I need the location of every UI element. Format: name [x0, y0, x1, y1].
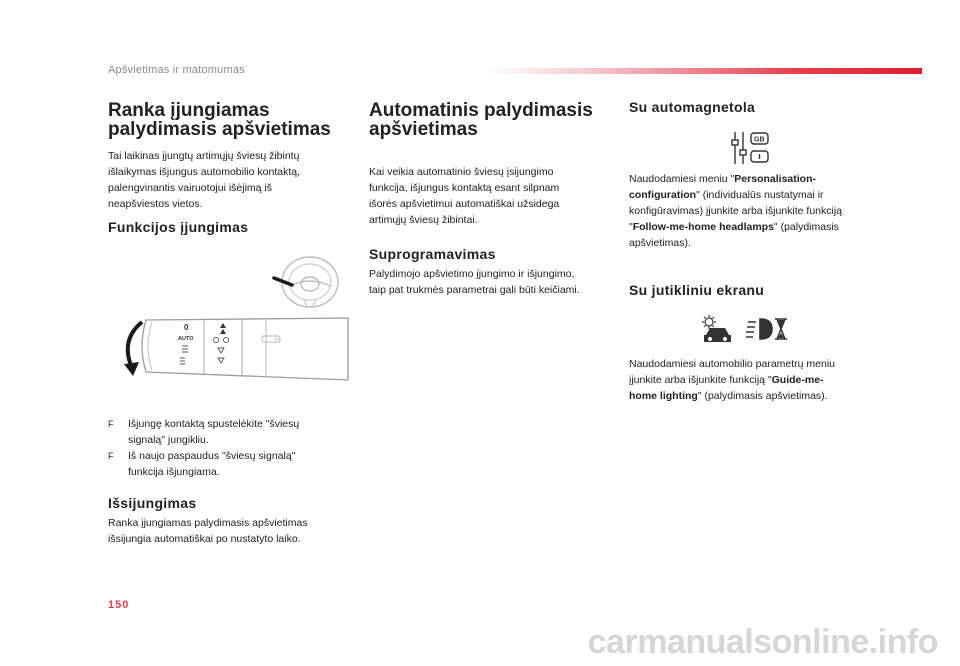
middle-intro-line: Kai veikia automatinio šviesų įsijungimo — [369, 166, 554, 178]
touchscreen-title: Su jutikliniu ekranu — [629, 282, 765, 298]
deactivation-text — [108, 515, 348, 547]
middle-intro-line: išorės apšvietimui automatiškai užsidega — [369, 198, 560, 210]
middle-title-line1: Automatinis palydimasis — [369, 100, 593, 121]
page-number: 150 — [108, 599, 130, 611]
deactivation-line: išsijungia automatiškai po nustatyto laiko. — [108, 533, 301, 545]
radio-line: apšvietimas). — [629, 237, 691, 249]
bullet-marker: F — [108, 451, 114, 461]
stalk-label-auto: AUTO — [178, 336, 194, 342]
programming-line: Palydimojo apšvietimo įjungimo ir išjungimo, — [369, 268, 575, 280]
middle-title-line2: apšvietimas — [369, 119, 478, 140]
vehicle-settings-icon — [700, 313, 734, 345]
steering-wheel-illustration — [268, 252, 348, 314]
left-intro-line: Tai laikinas įjungtų artimųjų šviesų žibintų — [108, 150, 300, 162]
activation-title: Funkcijos įjungimas — [108, 219, 249, 235]
steering-wheel-spoke — [290, 281, 330, 286]
stalk-label-zero: 0 — [184, 323, 189, 332]
touchscreen-line: home lighting" (palydimasis apšvietimas). — [629, 390, 828, 402]
left-title-line1: Ranka įjungiamas — [108, 100, 270, 121]
step-item — [108, 448, 348, 480]
left-intro-line: palengvinantis vairuotojui išėjimą iš — [108, 182, 273, 194]
deactivation-line: Ranka įjungiamas palydimasis apšvietimas — [108, 517, 308, 529]
activation-steps — [108, 416, 348, 480]
steering-wheel-inner-rim — [289, 264, 331, 300]
lighting-stalk-illustration — [112, 310, 352, 390]
step-text: funkcija išjungiama. — [128, 466, 220, 478]
middle-intro-line: artimųjų šviesų žibintai. — [369, 214, 478, 226]
radio-line: Naudodamiesi meniu "Personalisation- — [629, 173, 816, 185]
watermark: carmanualsonline.info — [587, 623, 938, 661]
middle-intro — [369, 164, 609, 228]
middle-title — [369, 101, 593, 139]
programming-title: Suprogramavimas — [369, 246, 496, 262]
rotation-arrowhead — [124, 362, 139, 376]
settings-sliders-icon — [730, 130, 770, 166]
steering-wheel-hub — [301, 277, 319, 291]
touchscreen-line: įjunkite arba išjunkite funkciją "Guide-me- — [629, 374, 824, 386]
left-intro-line: išlaikymas išjungus automobilio kontaktą, — [108, 166, 301, 178]
left-intro-line: neapšviestos vietos. — [108, 198, 203, 210]
left-intro — [108, 148, 348, 212]
programming-text — [369, 266, 614, 298]
radio-line: "Follow-me-home headlamps" (palydimasis — [629, 221, 839, 233]
radio-title: Su automagnetola — [629, 99, 756, 115]
step-text: Iš naujo paspaudus "šviesų signalą" — [128, 450, 296, 462]
stalk-body — [142, 318, 348, 380]
radio-line: konfigūravimas) įjunkite arba išjunkite funkciją — [629, 205, 843, 217]
header-accent-bar — [486, 68, 922, 74]
section-header: Apšvietimas ir matomumas — [108, 64, 245, 76]
radio-line: configuration" (individualūs nustatymai ir — [629, 189, 824, 201]
step-text: signalą" jungikliu. — [128, 434, 209, 446]
language-label: GB — [754, 136, 765, 144]
headlamp-timer-icon — [746, 316, 790, 342]
deactivation-title: Išsijungimas — [108, 495, 197, 511]
left-title-line2: palydimasis apšvietimas — [108, 119, 331, 140]
touchscreen-line: Naudodamiesi automobilio parametrų meniu — [629, 358, 836, 370]
programming-line: taip pat trukmės parametrai gali būti keičiami. — [369, 284, 580, 296]
left-title — [108, 101, 331, 139]
rotation-arrow — [128, 322, 142, 368]
step-item — [108, 416, 348, 448]
step-text: Išjungę kontaktą spustelėkite "šviesų — [128, 418, 300, 430]
middle-intro-line: funkcija, išjungus kontaktą esant silpnam — [369, 182, 560, 194]
radio-text — [629, 171, 879, 251]
touchscreen-text — [629, 356, 879, 404]
bullet-marker: F — [108, 419, 114, 429]
